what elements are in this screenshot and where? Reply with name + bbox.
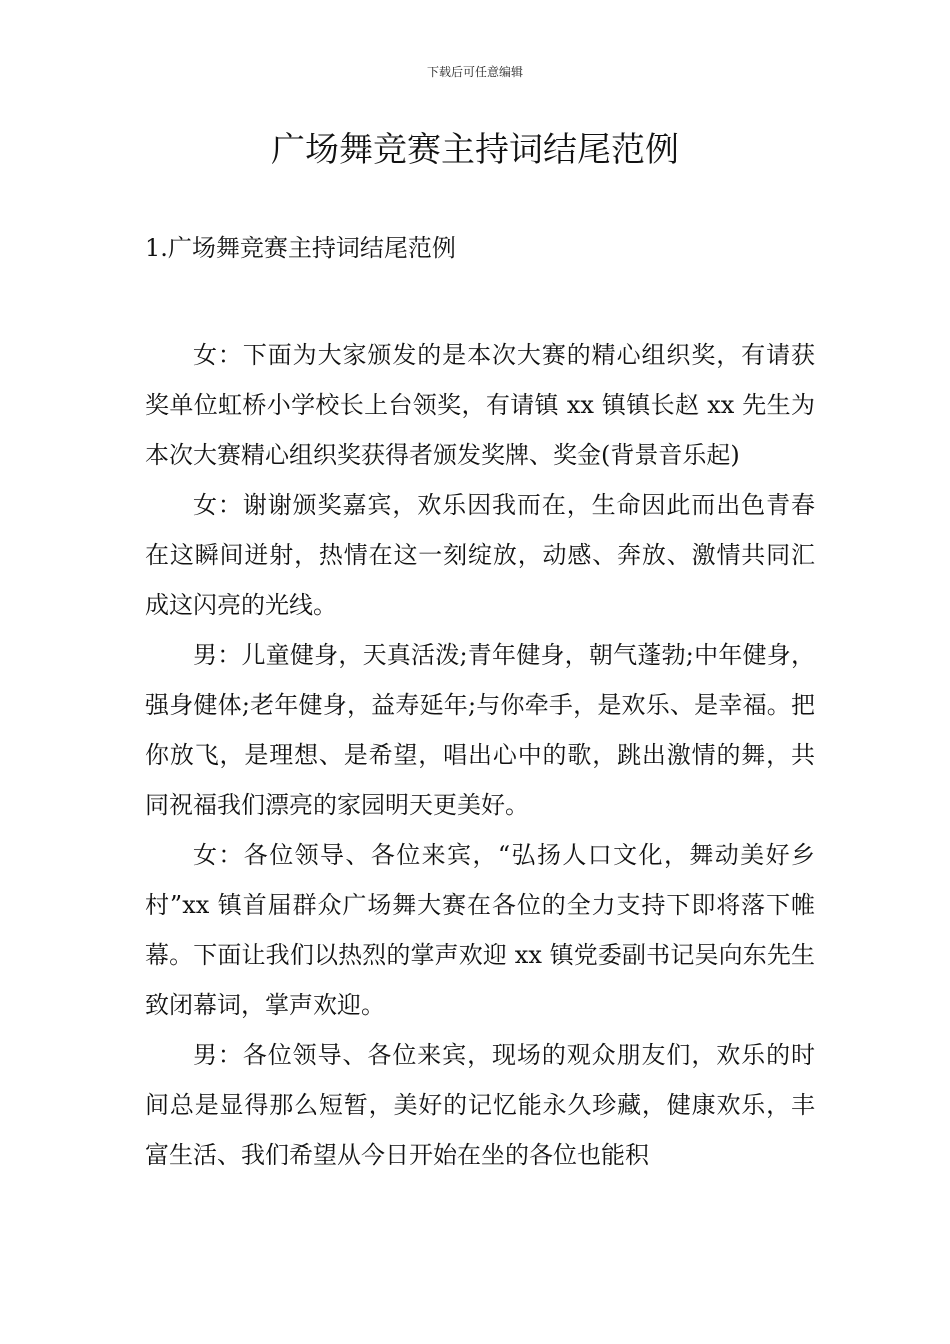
- paragraph-3: 男：儿童健身，天真活泼;青年健身，朝气蓬勃;中年健身，强身健体;老年健身，益寿延年;与你牵手，是欢乐、是幸福。把你放飞，是理想、是希望，唱出心中的歌，跳出激情的舞，共同祝福我们漂亮的家园明天更美好。: [145, 641, 815, 819]
- document-title: 广场舞竞赛主持词结尾范例: [271, 130, 679, 170]
- page-header-note: 下载后可任意编辑: [426, 65, 523, 79]
- paragraph-4: 女：各位领导、各位来宾，“弘扬人口文化，舞动美好乡村”xx 镇首届群众广场舞大赛在各位的全力支持下即将落下帷幕。下面让我们以热烈的掌声欢迎 xx 镇党委副书记吴向东先生致闭幕词，掌声欢迎。: [145, 841, 815, 1019]
- section-heading: 1.广场舞竞赛主持词结尾范例: [145, 234, 456, 262]
- paragraph-5: 男：各位领导、各位来宾，现场的观众朋友们，欢乐的时间总是显得那么短暂，美好的记忆能永久珍藏，健康欢乐，丰富生活、我们希望从今日开始在坐的各位也能积: [145, 1041, 815, 1169]
- document-body: [145, 330, 815, 1180]
- paragraph-1: 女：下面为大家颁发的是本次大赛的精心组织奖，有请获奖单位虹桥小学校长上台领奖，有请镇 xx 镇镇长赵 xx 先生为本次大赛精心组织奖获得者颁发奖牌、奖金(背景音乐起): [145, 341, 815, 469]
- paragraph-2: 女：谢谢颁奖嘉宾，欢乐因我而在，生命因此而出色青春在这瞬间迸射，热情在这一刻绽放，动感、奔放、激情共同汇成这闪亮的光线。: [145, 491, 815, 619]
